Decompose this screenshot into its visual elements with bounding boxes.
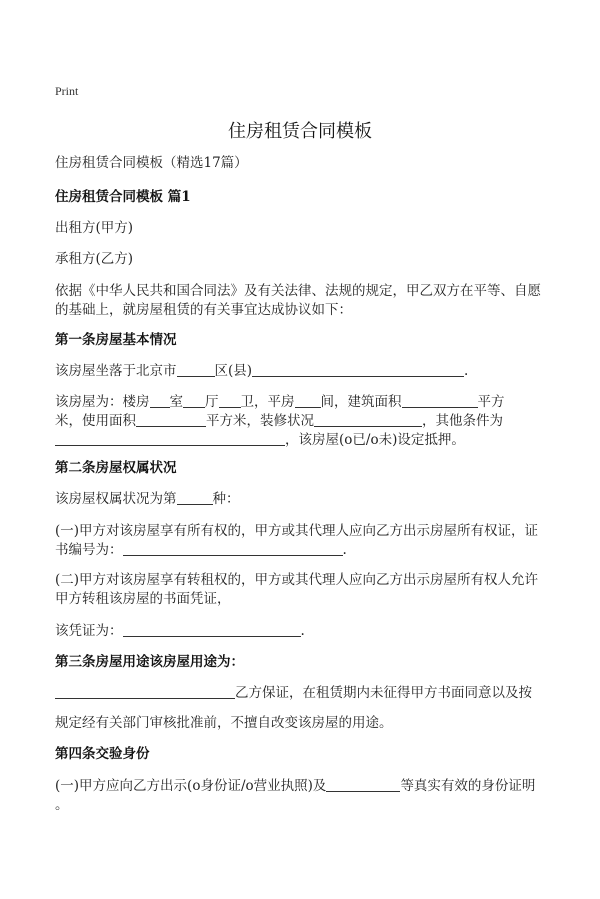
art4-heading: 第四条交验身份 bbox=[55, 746, 150, 762]
room-blank[interactable] bbox=[183, 393, 205, 408]
mortgaged-checkbox[interactable]: o bbox=[344, 432, 353, 448]
address-blank[interactable] bbox=[252, 362, 464, 377]
decoration-blank[interactable] bbox=[314, 412, 422, 427]
art1-l1-b: 室 bbox=[169, 394, 183, 410]
ownership-type-blank[interactable] bbox=[177, 490, 213, 505]
art2-item1-label: 书编号为： bbox=[55, 542, 123, 558]
floor-area-blank[interactable] bbox=[402, 393, 478, 408]
art2-item1-line-2: 书编号为： . bbox=[55, 542, 347, 558]
art2-heading: 第二条房屋权属状况 bbox=[55, 460, 177, 476]
district-blank[interactable] bbox=[177, 362, 215, 377]
art2-cert-line: 该凭证为： . bbox=[55, 623, 305, 639]
art1-loc-text-b: 区(县) bbox=[214, 363, 253, 379]
usable-area-blank[interactable] bbox=[136, 412, 206, 427]
not-mortgaged-checkbox[interactable]: o bbox=[370, 432, 379, 448]
id-card-checkbox[interactable]: o bbox=[192, 778, 201, 794]
art1-l1-d: 卫，平房 bbox=[240, 394, 295, 410]
other-conditions-blank[interactable] bbox=[55, 431, 285, 446]
certificate-number-blank[interactable] bbox=[123, 541, 343, 556]
art1-location-line: 该房屋坐落于北京市 区(县) . bbox=[55, 363, 469, 379]
identity-document-blank[interactable] bbox=[326, 777, 400, 792]
lessor-line: 出租方(甲方) bbox=[55, 220, 134, 236]
art1-l2-a: 米，使用面积 bbox=[55, 413, 136, 429]
house-use-blank[interactable] bbox=[55, 684, 235, 699]
sublease-certificate-blank[interactable] bbox=[123, 622, 301, 637]
art2-type-b: 种： bbox=[212, 491, 240, 507]
intro-line-1: 依据《中华人民共和国合同法》及有关法律、法规的规定，甲乙双方在平等、自愿 bbox=[55, 283, 541, 299]
bungalow-blank[interactable] bbox=[295, 393, 321, 408]
art2-type-line bbox=[55, 487, 240, 511]
building-count-blank[interactable] bbox=[150, 393, 170, 408]
art3-line-1 bbox=[55, 681, 532, 705]
art4-l1-c: 营业执照)及 bbox=[253, 778, 327, 794]
art4-l1-a: (一)甲方应向乙方出示( bbox=[55, 778, 193, 794]
art4-l1-b: 身份证/ bbox=[200, 778, 246, 794]
art1-heading: 第一条房屋基本情况 bbox=[55, 332, 177, 348]
art1-l3-a: ，该房屋( bbox=[285, 432, 345, 448]
art3-line-1-text: 乙方保证，在租赁期内未征得甲方书面同意以及按 bbox=[235, 685, 532, 701]
art1-line-3 bbox=[55, 428, 465, 452]
art1-l3-c: 未)设定抵押。 bbox=[378, 432, 465, 448]
art2-cert-label: 该凭证为： bbox=[55, 623, 123, 639]
art1-loc-text-a: 该房屋坐落于北京市 bbox=[55, 363, 177, 379]
art1-l1-f: 平方 bbox=[477, 394, 505, 410]
lessee-line: 承租方(乙方) bbox=[55, 251, 134, 267]
art3-heading: 第三条房屋用途该房屋用途为： bbox=[55, 654, 244, 670]
art4-line-1 bbox=[55, 774, 535, 798]
art2-type-a: 该房屋权属状况为第 bbox=[55, 491, 177, 507]
art1-l2-c: ，其他条件为 bbox=[422, 413, 503, 429]
doc-subtitle: 住房租赁合同模板（精选17篇） bbox=[55, 155, 248, 171]
art1-l1-a: 该房屋为：楼房 bbox=[55, 394, 150, 410]
section-title: 住房租赁合同模板 篇1 bbox=[55, 189, 191, 205]
hall-blank[interactable] bbox=[219, 393, 241, 408]
art1-l3-b: 已/ bbox=[352, 432, 371, 448]
intro-line-2: 的基础上，就房屋租赁的有关事宜达成协议如下： bbox=[55, 302, 352, 318]
business-license-checkbox[interactable]: o bbox=[245, 778, 254, 794]
art4-line-2: 。 bbox=[55, 797, 69, 813]
art1-l1-e: 间，建筑面积 bbox=[320, 394, 402, 410]
doc-title: 住房租赁合同模板 bbox=[228, 121, 372, 142]
art3-line-2: 规定经有关部门审核批准前，不擅自改变该房屋的用途。 bbox=[55, 715, 393, 731]
print-label[interactable]: Print bbox=[55, 84, 79, 98]
art2-item2-line-2: 甲方转租该房屋的书面凭证， bbox=[55, 591, 231, 607]
art2-item2-line-1: (二)甲方对该房屋享有转租权的，甲方或其代理人应向乙方出示房屋所有权人允许 bbox=[55, 572, 539, 588]
art4-l1-d: 等真实有效的身份证明 bbox=[400, 778, 536, 794]
art2-item1-line-1: (一)甲方对该房屋享有所有权的，甲方或其代理人应向乙方出示房屋所有权证，证 bbox=[55, 523, 539, 539]
art1-l2-b: 平方米，装修状况 bbox=[206, 413, 314, 429]
art1-l1-c: 厅 bbox=[205, 394, 219, 410]
